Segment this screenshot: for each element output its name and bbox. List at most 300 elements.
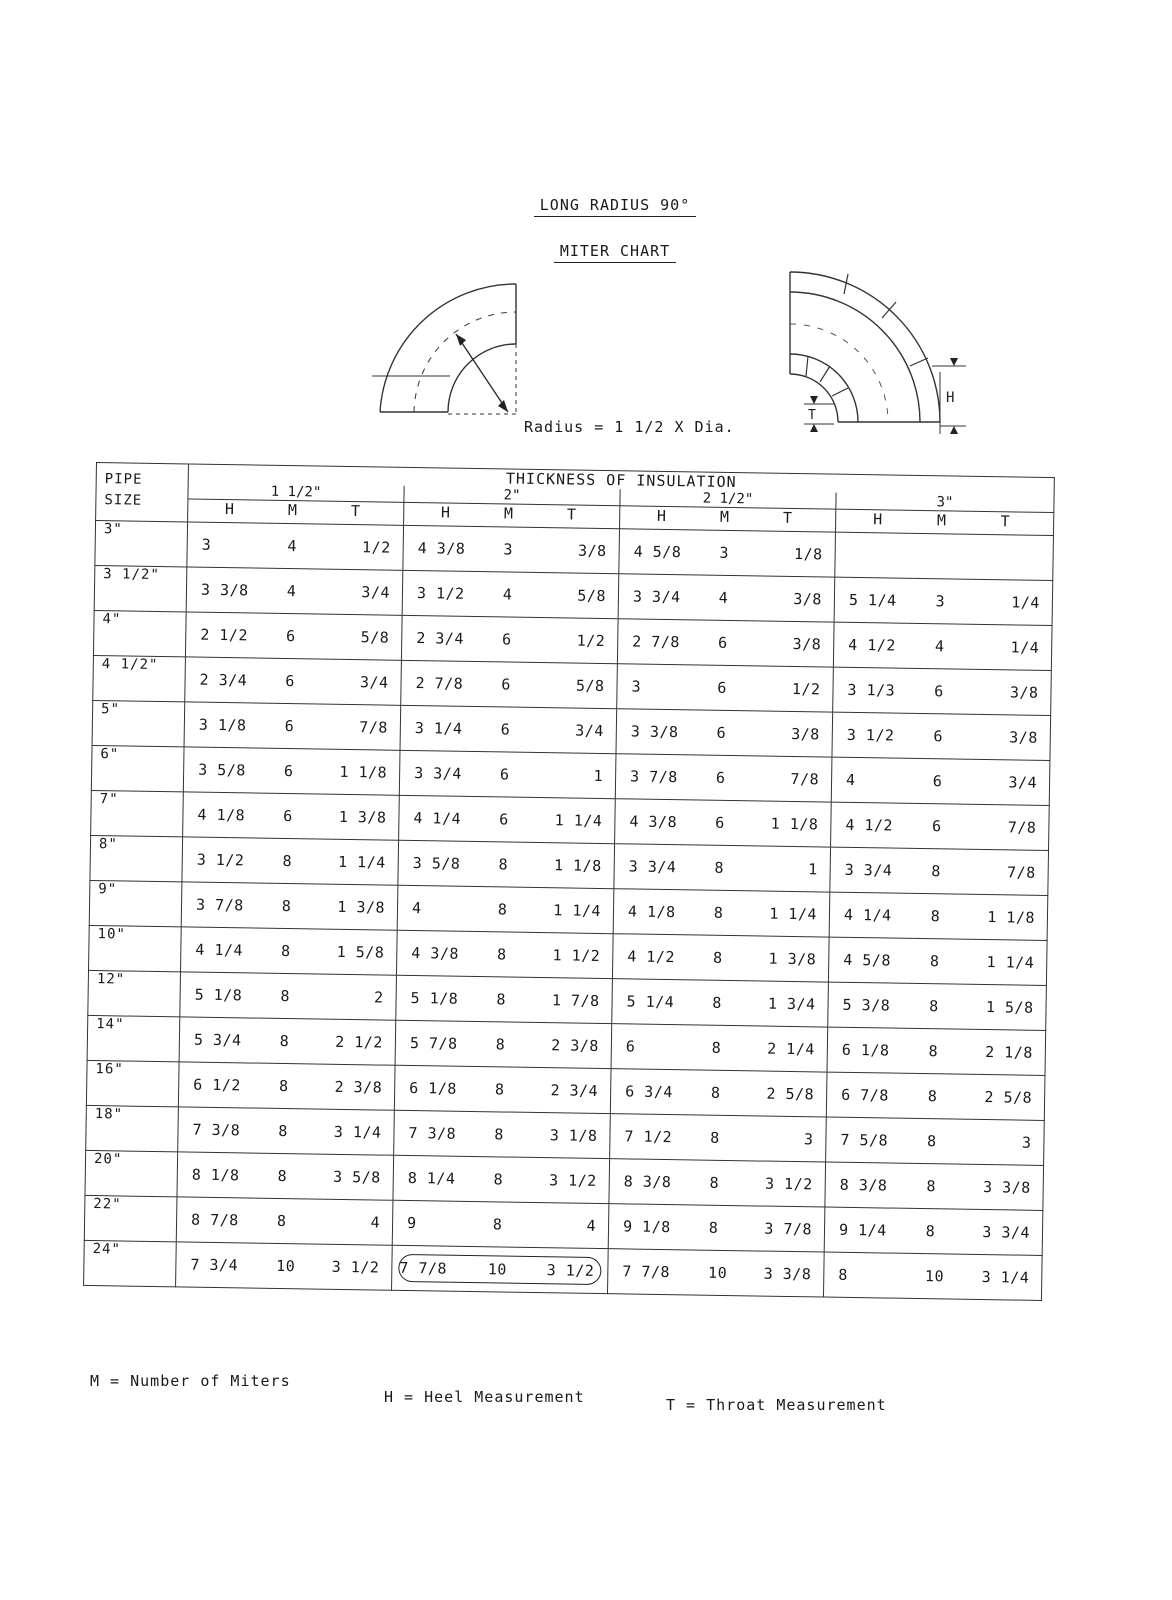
sub-header-label: T	[350, 502, 361, 521]
throat-value: 1 5/8	[985, 998, 1034, 1017]
throat-value: 2 1/8	[985, 1043, 1033, 1062]
pipe-size-cell: 24"	[84, 1240, 177, 1286]
heel-value: 4 1/2	[848, 635, 897, 655]
pipe-size-cell: 8"	[90, 835, 183, 881]
measurement-cell	[181, 927, 398, 975]
miters-value: 3	[503, 540, 514, 559]
miters-value: 6	[933, 727, 944, 746]
hmt-header-cell	[188, 499, 404, 525]
pipe-size-cell: 7"	[91, 790, 184, 836]
measurement-cell	[393, 1155, 610, 1203]
measurement-cell	[609, 1159, 826, 1207]
measurement-cell	[612, 934, 829, 982]
measurement-cell	[178, 1107, 395, 1155]
throat-value: 1/2	[576, 631, 606, 651]
measurement-cell	[827, 1027, 1046, 1075]
miter-table	[83, 462, 1055, 1301]
pipe-size-cell: 3"	[95, 521, 188, 567]
measurement-cell	[399, 750, 616, 798]
heel-value: 3 1/2	[416, 584, 465, 603]
throat-value: 3/8	[791, 724, 820, 744]
miters-value: 8	[276, 1211, 287, 1231]
heel-value: 8 3/8	[839, 1175, 888, 1195]
miters-value: 8	[712, 948, 723, 967]
measurement-cell	[833, 622, 1052, 670]
throat-value: 3/4	[359, 673, 389, 692]
heel-value: 4 3/8	[411, 944, 460, 963]
throat-value: 1 7/8	[551, 991, 600, 1010]
pipe-size-cell: 6"	[91, 745, 184, 791]
throat-value: 1 1/2	[552, 946, 601, 965]
heel-value: 5 1/8	[194, 985, 243, 1005]
throat-value: 3	[803, 1130, 814, 1149]
throat-value: 1 1/4	[553, 901, 602, 920]
sub-header-label: H	[656, 506, 667, 525]
throat-value: 1 3/4	[767, 994, 816, 1014]
heel-value: 7 7/8	[622, 1262, 671, 1282]
throat-value: 1/8	[793, 544, 823, 564]
miters-value: 10	[487, 1260, 508, 1279]
throat-value: 3 3/8	[763, 1264, 812, 1284]
throat-value: 2 1/2	[335, 1032, 384, 1052]
throat-value: 4	[370, 1213, 381, 1232]
miters-value: 3	[935, 592, 946, 611]
throat-value: 1 1/8	[770, 814, 819, 834]
sub-header-label: H	[224, 500, 235, 519]
miters-value: 6	[285, 627, 296, 646]
heel-value: 3 3/4	[844, 860, 893, 880]
miters-value: 8	[498, 855, 509, 874]
miters-value: 6	[499, 810, 509, 829]
heel-value: 7 3/8	[408, 1123, 457, 1143]
legend-heel: H = Heel Measurement	[384, 1388, 585, 1406]
miters-value: 4	[502, 585, 513, 604]
miter-segment-diagram	[770, 262, 980, 442]
heel-value: 3	[631, 677, 642, 696]
miters-value: 6	[932, 772, 943, 791]
heel-value: 4 1/4	[413, 809, 462, 828]
heel-value: 3 3/4	[414, 764, 462, 783]
heel-value: 2 7/8	[415, 674, 464, 693]
throat-value: 1 5/8	[336, 942, 385, 962]
heel-value: 3	[201, 535, 212, 554]
measurement-cell	[614, 844, 831, 892]
pipe-size-cell: 4"	[93, 610, 186, 656]
heel-value: 7 7/8	[399, 1258, 448, 1278]
elbow-radius-diagram	[360, 276, 530, 426]
heel-value: 5 1/4	[626, 992, 675, 1012]
miters-value	[936, 556, 975, 557]
heel-value: 6 7/8	[841, 1085, 889, 1105]
throat-value: 1 1/4	[986, 953, 1035, 972]
miters-value: 8	[710, 1083, 721, 1102]
miters-value: 8	[278, 1121, 288, 1141]
heel-value: 9	[406, 1213, 417, 1233]
heel-value: 4 5/8	[633, 542, 682, 562]
throat-value: 1 1/8	[987, 908, 1036, 927]
miters-value: 8	[926, 1177, 937, 1196]
measurement-cell	[177, 1152, 394, 1200]
throat-value: 1/4	[1011, 593, 1041, 612]
pipe-size-cell: 16"	[86, 1060, 179, 1106]
throat-value: 7/8	[359, 718, 388, 737]
throat-value: 5/8	[575, 676, 605, 696]
sub-header-label: M	[936, 511, 947, 530]
table-body	[84, 521, 1054, 1301]
pipe-size-cell: 20"	[85, 1150, 178, 1196]
miters-value: 6	[715, 768, 726, 787]
throat-value: 2	[373, 988, 384, 1007]
measurement-cell	[403, 525, 620, 573]
measurement-cell	[396, 930, 613, 978]
throat-value: 3 1/2	[764, 1174, 813, 1194]
throat-value: 2 5/8	[766, 1084, 815, 1104]
heel-value: 8 7/8	[190, 1210, 239, 1230]
throat-value: 3/4	[361, 583, 391, 602]
heel-value: 4 5/8	[843, 950, 892, 970]
measurement-cell	[181, 882, 398, 930]
measurement-cell	[401, 660, 618, 708]
sub-header-label: T	[566, 505, 577, 524]
measurement-cell	[831, 757, 1050, 805]
measurement-cell	[398, 840, 615, 888]
throat-value: 3/8	[1009, 683, 1039, 702]
heel-value: 3 1/2	[196, 850, 245, 870]
heel-value: 9 1/4	[838, 1220, 887, 1240]
heel-value: 8 1/4	[407, 1168, 456, 1188]
hmt-header-cell	[620, 506, 836, 532]
measurement-cell	[183, 747, 400, 795]
measurement-cell	[399, 795, 616, 843]
miters-value: 8	[710, 1128, 720, 1147]
heel-value: 2 7/8	[632, 632, 681, 652]
heel-label: H	[946, 390, 955, 406]
sub-header-label: T	[782, 508, 793, 527]
measurement-cell	[608, 1204, 825, 1252]
pipe-size-cell: 22"	[84, 1195, 177, 1241]
measurement-cell	[617, 664, 834, 712]
heel-value: 4 3/8	[629, 812, 678, 832]
miters-value: 6	[500, 720, 511, 739]
throat-value: 1 3/8	[337, 897, 386, 917]
heel-value: 4 1/4	[843, 905, 892, 925]
measurement-cell	[619, 529, 836, 577]
miters-value: 8	[712, 993, 723, 1012]
measurement-cell	[185, 657, 402, 705]
measurement-cell	[184, 702, 401, 750]
hmt-header-cell	[404, 502, 620, 528]
heel-value: 5 3/4	[193, 1030, 242, 1050]
miters-value: 8	[282, 851, 293, 871]
miters-value: 8	[930, 907, 941, 926]
sub-header-label: H	[873, 510, 883, 529]
throat-value: 3 1/8	[549, 1126, 598, 1145]
heel-value: 3 3/4	[632, 587, 681, 607]
thickness-group-header: 1 1/2"	[188, 482, 404, 502]
miters-value: 10	[276, 1256, 296, 1276]
thickness-group-header: 3"	[836, 493, 1054, 513]
miters-value: 6	[717, 633, 728, 652]
throat-value: 1/4	[1010, 638, 1040, 657]
miters-value: 8	[278, 1076, 289, 1096]
miters-value: 8	[711, 1038, 722, 1057]
throat-value: 2 3/4	[550, 1081, 599, 1100]
measurement-cell	[828, 982, 1047, 1030]
throat-value: 1 1/8	[339, 762, 388, 782]
throat-value: 3 5/8	[332, 1167, 381, 1187]
measurement-cell	[400, 705, 617, 753]
throat-value: 3 1/2	[331, 1257, 380, 1277]
throat-value: 1 1/8	[553, 856, 602, 875]
measurement-cell	[613, 889, 830, 937]
throat-value: 3/4	[575, 721, 604, 741]
heel-value: 7 5/8	[840, 1130, 889, 1150]
throat-value: 3 3/4	[982, 1223, 1031, 1242]
heel-value: 6	[625, 1037, 636, 1056]
measurement-cell	[608, 1249, 825, 1297]
throat-value: 1 3/8	[768, 949, 817, 969]
miters-value: 8	[708, 1218, 719, 1237]
measurement-cell	[179, 1017, 396, 1065]
throat-value: 3 1/2	[548, 1171, 597, 1190]
throat-value: 1 1/4	[769, 904, 818, 924]
throat-value: 7/8	[790, 769, 820, 789]
miters-value: 8	[494, 1080, 505, 1099]
measurement-cell	[834, 577, 1053, 625]
legend-miters: M = Number of Miters	[90, 1372, 291, 1390]
measurement-cell	[392, 1200, 609, 1248]
throat-value: 3 1/4	[981, 1268, 1030, 1287]
throat-value: 1 1/4	[554, 811, 603, 830]
throat-value: 3/8	[793, 589, 823, 609]
measurement-cell	[615, 754, 832, 802]
measurement-cell	[180, 972, 397, 1020]
heel-value: 5 1/4	[848, 590, 897, 610]
pipe-size-cell: 10"	[89, 925, 182, 971]
throat-value: 3/8	[1009, 728, 1038, 747]
throat-value: 5/8	[360, 628, 390, 647]
measurement-cell	[823, 1252, 1042, 1300]
sub-header-label: M	[719, 507, 730, 526]
measurement-cell	[826, 1072, 1045, 1120]
sub-header-label: M	[287, 501, 298, 520]
heel-value: 9 1/8	[622, 1217, 671, 1237]
measurement-cell	[829, 892, 1048, 940]
measurement-cell	[830, 847, 1049, 895]
miters-value: 6	[283, 806, 293, 826]
throat-value: 2 3/8	[334, 1077, 383, 1097]
throat-value: 7/8	[1006, 863, 1036, 882]
measurement-cell	[392, 1245, 609, 1293]
miters-value: 4	[287, 537, 298, 556]
heel-value: 5 7/8	[409, 1034, 458, 1053]
miters-value: 8	[494, 1125, 504, 1144]
miters-value: 3	[719, 543, 730, 562]
throat-value: 3 3/8	[982, 1178, 1031, 1197]
heel-value: 4 3/8	[417, 539, 466, 558]
miters-value: 8	[280, 986, 291, 1006]
miters-value: 8	[931, 862, 942, 881]
measurement-cell	[824, 1207, 1043, 1255]
page-title: LONG RADIUS 90°	[0, 196, 1172, 214]
throat-value: 2 3/8	[551, 1036, 600, 1055]
miters-value: 4	[286, 582, 297, 601]
measurement-cell	[617, 619, 834, 667]
miters-value: 4	[934, 637, 945, 656]
throat-value: 1 1/4	[337, 852, 386, 872]
miters-value: 10	[924, 1267, 945, 1286]
miters-value: 8	[713, 903, 724, 922]
thickness-group-header: 2 1/2"	[620, 489, 836, 509]
throat-value: 1	[593, 766, 604, 786]
measurement-cell	[178, 1062, 395, 1110]
miters-value: 8	[928, 1042, 939, 1061]
throat-value: 1/2	[791, 679, 821, 699]
miters-value: 6	[284, 716, 295, 736]
hmt-header-cell	[835, 509, 1053, 535]
miters-value: 8	[929, 952, 940, 971]
miters-value: 10	[707, 1263, 728, 1283]
miters-value: 8	[281, 896, 292, 916]
radius-caption: Radius = 1 1/2 X Dia.	[524, 418, 735, 436]
miters-value: 6	[934, 682, 944, 701]
measurement-cell	[176, 1197, 393, 1245]
pipe-size-cell: 12"	[88, 970, 181, 1016]
thickness-group-header: 2"	[404, 486, 620, 506]
heel-value: 6 3/4	[625, 1082, 673, 1102]
measurement-cell	[176, 1242, 393, 1290]
measurement-cell	[611, 1024, 828, 1072]
throat-value: 5/8	[577, 586, 607, 606]
heel-value: 6 1/8	[841, 1040, 890, 1060]
heel-value: 2 3/4	[416, 629, 465, 648]
measurement-cell	[835, 532, 1054, 580]
throat-value: 3/4	[1008, 773, 1038, 792]
measurement-cell	[187, 522, 404, 570]
measurement-cell	[828, 937, 1047, 985]
measurement-cell	[402, 570, 619, 618]
miters-value: 6	[283, 761, 294, 781]
pipe-size-cell: 18"	[86, 1105, 179, 1151]
heel-value: 3 1/3	[847, 680, 896, 700]
heel-value: 3 3/8	[630, 722, 679, 742]
heel-value: 3 7/8	[195, 895, 244, 915]
throat-value: 2 5/8	[984, 1088, 1033, 1107]
measurement-cell	[394, 1110, 611, 1158]
miters-value: 8	[277, 1166, 288, 1186]
measurement-cell	[183, 792, 400, 840]
measurement-cell	[610, 1114, 827, 1162]
throat-value: 1	[808, 860, 818, 879]
heel-value: 3 1/4	[414, 719, 463, 738]
throat-value: 3/8	[792, 634, 822, 654]
measurement-cell	[831, 802, 1050, 850]
measurement-cell	[618, 574, 835, 622]
miters-value: 6	[716, 723, 727, 742]
miters-value: 8	[496, 945, 507, 964]
heel-value: 4	[845, 770, 856, 789]
heel-value: 3 5/8	[412, 854, 461, 873]
measurement-cell	[825, 1162, 1044, 1210]
heel-value: 3 3/8	[200, 580, 249, 600]
throat-value	[976, 557, 1047, 558]
thickness-header: THICKNESS OF INSULATION	[188, 464, 1054, 496]
heel-value: 8 3/8	[623, 1172, 672, 1192]
heel-value: 4	[411, 899, 422, 918]
heel-value: 3 7/8	[629, 767, 678, 787]
measurement-cell	[610, 1069, 827, 1117]
measurement-cell	[182, 837, 399, 885]
throat-value: 3 1/2	[546, 1261, 595, 1280]
heel-value: 7 3/8	[192, 1120, 241, 1140]
heel-value: 7 1/2	[624, 1127, 673, 1147]
heel-value: 6 1/2	[193, 1075, 242, 1095]
measurement-cell	[401, 615, 618, 663]
miters-value: 6	[285, 672, 296, 691]
heel-value: 3 1/8	[198, 715, 247, 735]
heel-value: 3 1/2	[846, 725, 895, 745]
miters-value: 8	[496, 990, 507, 1009]
miters-value: 8	[709, 1173, 720, 1192]
heel-value: 4 1/8	[197, 805, 246, 825]
pipe-size-cell: 3 1/2"	[94, 565, 187, 611]
throat-value: 1 3/8	[338, 807, 387, 827]
page-subtitle: MITER CHART	[0, 242, 1172, 260]
measurement-cell	[397, 885, 614, 933]
measurement-cell	[396, 975, 613, 1023]
miters-value: 4	[718, 588, 729, 607]
measurement-cell	[826, 1117, 1045, 1165]
measurement-cell	[833, 667, 1052, 715]
miters-value: 6	[715, 813, 725, 832]
throat-value: 3 1/4	[333, 1122, 382, 1142]
heel-value: 4 1/4	[195, 940, 244, 960]
miters-value: 8	[927, 1087, 938, 1106]
measurement-cell	[186, 567, 403, 615]
legend-throat: T = Throat Measurement	[666, 1396, 887, 1414]
sub-header-label: H	[440, 503, 451, 522]
miters-value: 8	[495, 1035, 506, 1054]
miters-value: 8	[497, 900, 508, 919]
heel-value: 3 3/4	[628, 857, 677, 877]
measurement-cell	[616, 709, 833, 757]
sub-header-label: M	[503, 504, 514, 523]
miters-value: 8	[925, 1222, 936, 1241]
measurement-cell	[394, 1065, 611, 1113]
miters-value: 8	[279, 1031, 290, 1051]
throat-value: 2 1/4	[767, 1039, 815, 1059]
miters-value: 8	[492, 1215, 503, 1234]
measurement-cell	[615, 799, 832, 847]
heel-value: 5 3/8	[842, 995, 891, 1015]
heel-value: 8	[838, 1265, 848, 1284]
miters-value: 8	[714, 858, 725, 877]
miters-value: 6	[501, 675, 512, 694]
miters-value: 8	[929, 997, 939, 1016]
pipe-size-header: PIPE SIZE	[96, 463, 189, 522]
throat-value: 3/8	[577, 541, 607, 561]
heel-value: 6 1/8	[409, 1078, 457, 1098]
miters-value: 8	[926, 1132, 937, 1151]
heel-value: 4 1/2	[627, 947, 676, 967]
throat-value: 4	[586, 1216, 597, 1235]
miters-value: 6	[931, 817, 942, 836]
measurement-cell	[395, 1020, 612, 1068]
throat-value: 7/8	[1007, 818, 1037, 837]
heel-value: 5 1/8	[410, 989, 459, 1008]
heel-value	[850, 555, 937, 556]
miters-value: 6	[499, 765, 510, 784]
